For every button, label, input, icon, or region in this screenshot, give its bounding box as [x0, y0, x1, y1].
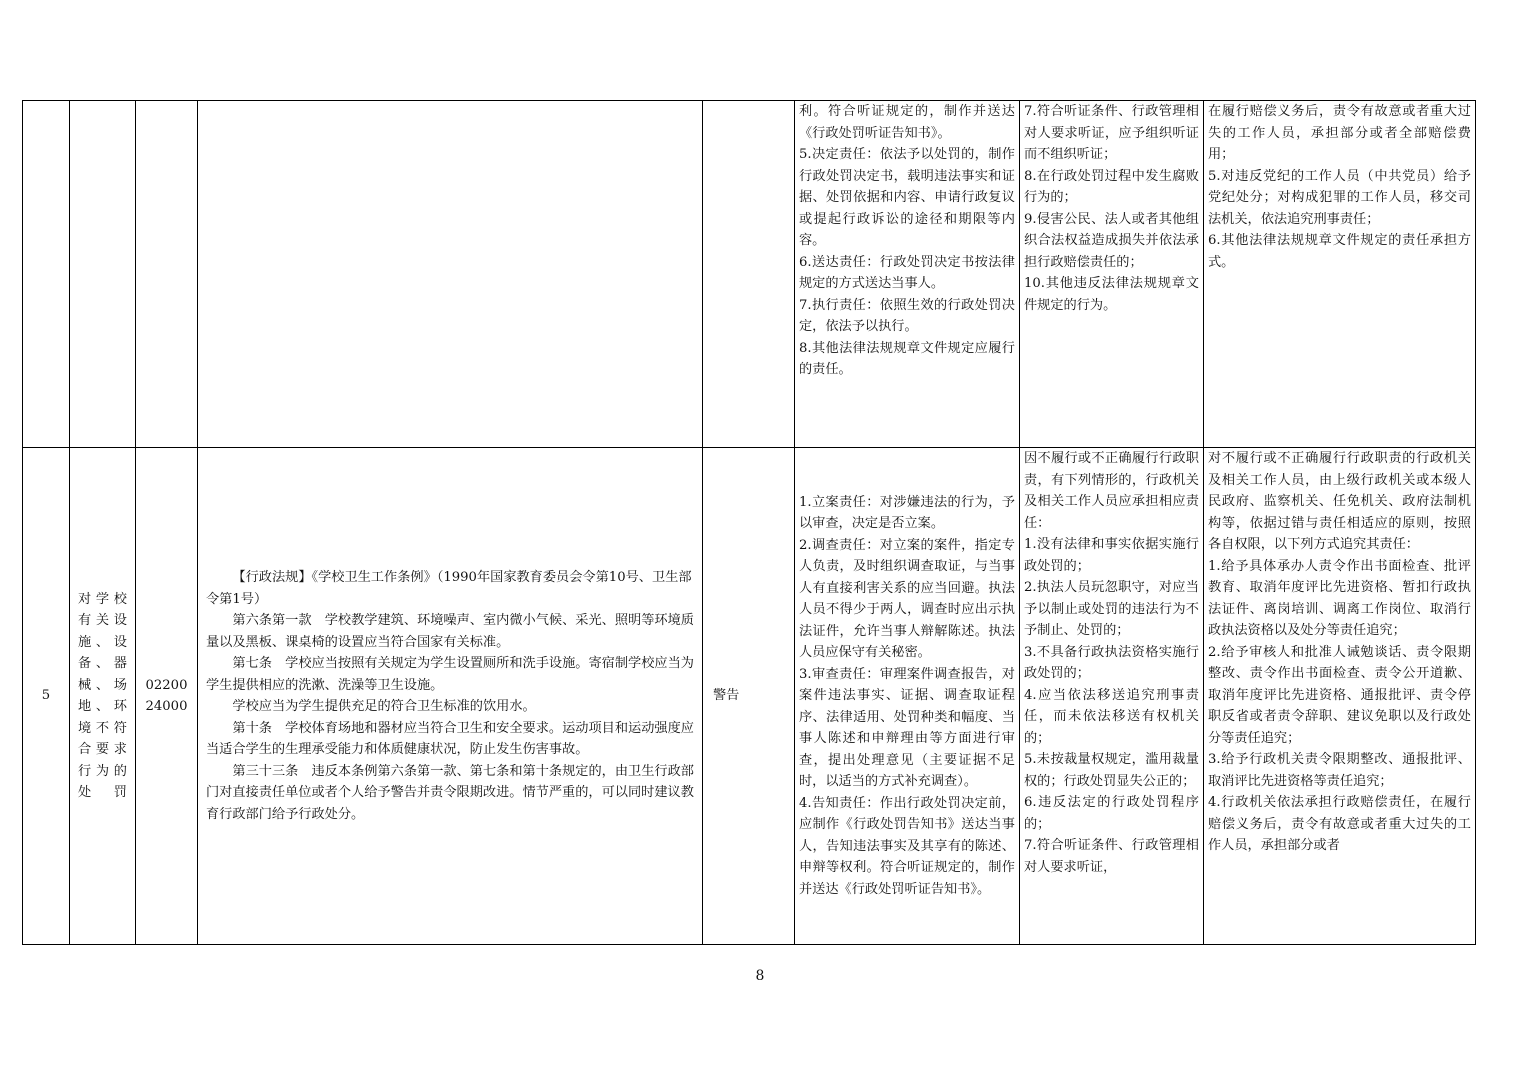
resp-item: 1.立案责任：对涉嫌违法的行为，予以审查，决定是否立案。 — [799, 494, 1015, 532]
basis-article: 学校应当为学生提供充足的符合卫生标准的饮用水。 — [232, 699, 536, 714]
cell-number-empty — [23, 101, 70, 448]
acc-item: 在履行赔偿义务后，责令有故意或者重大过失的工作人员，承担部分或者全部赔偿费用； — [1208, 104, 1471, 162]
cell-item-code: 0220024000 — [136, 448, 198, 945]
cell-name-empty — [70, 101, 136, 448]
basis-title: 【行政法规】《学校卫生工作条例》（1990年国家教育委员会令第10号、卫生部令第1号） — [206, 570, 692, 607]
cell-legal-basis — [198, 448, 703, 945]
cond-item: 6.违反法定的行政处罚程序的； — [1024, 795, 1199, 832]
acc-item: 1.给予具体承办人责令作出书面检查、批评教育、取消年度评比先进资格、暂扣行政执法证件、离岗培训、调离工作岗位、取消行政执法资格以及处分等责任追究； — [1208, 558, 1471, 638]
cell-penalty-type: 警告 — [703, 448, 795, 945]
table-row-5 — [23, 448, 1476, 945]
cond-item: 2.执法人员玩忽职守，对应当予以制止或处罚的违法行为不予制止、处罚的； — [1024, 580, 1199, 638]
basis-article: 第十条 学校体育场地和器材应当符合卫生和安全要求。运动项目和运动强度应当适合学生的生理承受能力和体质健康状况，防止发生伤害事故。 — [206, 720, 694, 757]
cond-item: 7.符合听证条件、行政管理相对人要求听证， — [1024, 838, 1199, 875]
cell-number: 5 — [23, 448, 70, 945]
cell-basis-empty — [198, 101, 703, 448]
resp-item: 3.审查责任：审理案件调查报告，对案件违法事实、证据、调查取证程序、法律适用、处罚种类和幅度、当事人陈述和申辩理由等方面进行审查，提出处理意见（主要证据不足时，以适当的方式补充调查）。 — [799, 666, 1015, 790]
cell-accountability-methods — [1204, 448, 1476, 945]
resp-item: 5.决定责任：依法予以处罚的，制作行政处罚决定书，载明违法事实和证据、处罚依据和内容、申请行政复议或提起行政诉讼的途径和期限等内容。 — [799, 147, 1015, 248]
cell-type-empty — [703, 101, 795, 448]
acc-item: 2.给予审核人和批准人诫勉谈话、责令限期整改、责令作出书面检查、责令公开道歉、取消年度评比先进资格、通报批评、责令停职反省或者责令辞职、建议免职以及行政处分等责任追究； — [1208, 644, 1471, 746]
cond-item: 因不履行或不正确履行行政职责，有下列情形的，行政机关及相关工作人员应承担相应责任： — [1024, 451, 1199, 531]
cond-item: 10.其他违反法律法规规章文件规定的行为。 — [1024, 276, 1199, 313]
acc-item: 对不履行或不正确履行行政职责的行政机关及相关工作人员，由上级行政机关或本级人民政府、监察机关、任免机关、政府法制机构等，依据过错与责任相适应的原则，按照各自权限，以下列方式追究其责任： — [1208, 451, 1471, 552]
cond-item: 8.在行政处罚过程中发生腐败行为的； — [1024, 168, 1199, 205]
cell-item-name: 对学校有关设施、设备、器械、场地、环境不符合要求行为的处罚 — [70, 448, 136, 945]
cell-accountability-methods-continued — [1204, 101, 1476, 448]
basis-article: 第七条 学校应当按照有关规定为学生设置厕所和洗手设施。寄宿制学校应当为学生提供相应的洗漱、洗澡等卫生设施。 — [206, 656, 694, 693]
resp-item: 7.执行责任：依照生效的行政处罚决定，依法予以执行。 — [799, 297, 1015, 334]
acc-item: 3.给予行政机关责令限期整改、通报批评、取消评比先进资格等责任追究； — [1208, 752, 1471, 789]
cell-responsibilities — [795, 448, 1020, 945]
cond-item: 4.应当依法移送追究刑事责任，而未依法移送有权机关的； — [1024, 687, 1199, 746]
cell-responsibilities-continued — [795, 101, 1020, 448]
page-number: 8 — [755, 968, 765, 984]
cond-item: 9.侵害公民、法人或者其他组织合法权益造成损失并依法承担行政赔偿责任的； — [1024, 211, 1199, 270]
resp-item: 利。符合听证规定的，制作并送达《行政处罚听证告知书》。 — [799, 104, 1015, 141]
acc-item: 5.对违反党纪的工作人员（中共党员）给予党纪处分；对构成犯罪的工作人员，移交司法机关，依法追究刑事责任； — [1208, 168, 1471, 227]
cond-item: 5.未按裁量权规定，滥用裁量权的；行政处罚显失公正的； — [1024, 752, 1199, 789]
table-row-continued — [23, 101, 1476, 448]
resp-item: 2.调查责任：对立案的案件，指定专人负责，及时组织调查取证，与当事人有直接利害关系的应当回避。执法人员不得少于两人，调查时应出示执法证件，允许当事人辩解陈述。执法人员应保守有关秘密。 — [799, 537, 1015, 661]
cell-code-empty — [136, 101, 198, 448]
basis-article: 第六条第一款 学校教学建筑、环境噪声、室内微小气候、采光、照明等环境质量以及黑板、课桌椅的设置应当符合国家有关标准。 — [206, 613, 694, 650]
resp-item: 4.告知责任：作出行政处罚决定前，应制作《行政处罚告知书》送达当事人，告知违法事实及其享有的陈述、申辩等权利。符合听证规定的，制作并送达《行政处罚听证告知书》。 — [799, 795, 1015, 897]
acc-item: 6.其他法律法规规章文件规定的责任承担方式。 — [1208, 233, 1471, 270]
acc-item: 4.行政机关依法承担行政赔偿责任，在履行赔偿义务后，责令有故意或者重大过失的工作人员，承担部分或者 — [1208, 795, 1471, 853]
cell-accountability-conditions — [1020, 448, 1204, 945]
basis-article: 第三十三条 违反本条例第六条第一款、第七条和第十条规定的，由卫生行政部门对直接责任单位或者个人给予警告并责令限期改进。情节严重的，可以同时建议教育行政部门给予行政处分。 — [206, 763, 694, 822]
responsibility-table — [22, 100, 1476, 945]
cond-item: 7.符合听证条件、行政管理相对人要求听证，应予组织听证而不组织听证； — [1024, 104, 1199, 162]
cond-item: 3.不具备行政执法资格实施行政处罚的； — [1024, 644, 1199, 681]
cell-accountability-conditions-continued — [1020, 101, 1204, 448]
cond-item: 1.没有法律和事实依据实施行政处罚的； — [1024, 537, 1199, 574]
resp-item: 6.送达责任：行政处罚决定书按法律规定的方式送达当事人。 — [799, 254, 1015, 291]
resp-item: 8.其他法律法规规章文件规定应履行的责任。 — [799, 340, 1015, 377]
